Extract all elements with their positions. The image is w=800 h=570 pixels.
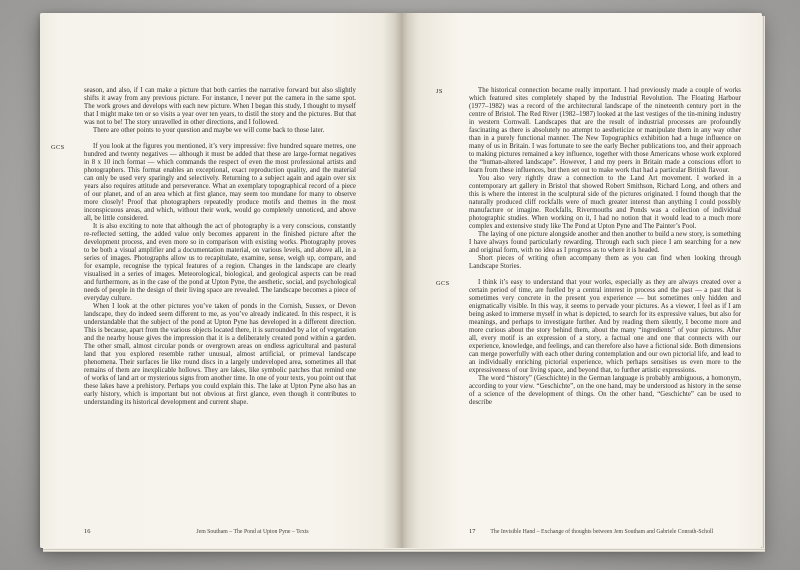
page-number: 16 [84, 528, 91, 535]
paragraph: You also very rightly draw a connection to the Land Art movement. I worked in a contemporary art gallery in Bristol that showed Robert Smithson, Richard Long, and others and this is where the interest in the sculptural side of the pictures originated. I found though that the naturally produced cliff rockfalls were of much greater interest than anything I could possibly manufacture or imagine. Rockfalls, Rivermouths and Ponds was a collection of individual photographic studies. When working on it, I had no notion that it would lead to a much more complex and extensive study like The Pond at Upton Pyne and The Painter’s Pool. [469, 175, 741, 230]
page-left-text [51, 87, 356, 407]
paragraph: It is also exciting to note that although the act of photography is a very conscious, constantly re-reflected setting, the added value only becomes apparent in the finished picture after the development process, and even more so in comparison with existing works. Photography proves to be both a visual amplifier and a documentation material, on various levels, and above all, in a series of images. Photographs allow us to recapitulate, examine, sense, weigh up, compare, and for example, recognise the typical features of a region. Changes in the landscape are clearly visualised in a series of images. Meteorological, biological, and geological aspects can be read and furthermore, as in the case of the pond at Upton Pyne, the aesthetic, social, and psychological needs of people in the design of their living space are revealed. The landscape becomes a piece of everyday culture. [84, 223, 356, 302]
paragraph: I think it’s easy to understand that your works, especially as they are always created over a certain period of time, are fuelled by a central interest in process and the past — a past that is sometimes very concrete in the present you experience — but sometimes only hidden and enigmatically visible. In this way, it seems to pervade your pictures. As a viewer, I feel as if I am being asked to immerse myself in what is depicted, to search for its expressive values, but also for meanings, and perhaps to investigate further. And by reading them silently, I become more and more curious about the story behind them, about the many “ingredients” of your pictures. After all, every motif is an expression of a story, a factual one and one that connects with our experience, knowledge, and feelings, and can therefore also have a fictional side. Both dimensions can merge powerfully with each other during contemplation and our own pictorial life, and lead to an individually enriching pictorial experience, which perhaps sensitises us even more to the expressiveness of our living space, and beyond that, to further artistic expressions. [469, 279, 741, 374]
paragraph: When I look at the other pictures you’ve taken of ponds in the Cornish, Sussex, or Devon landscape, they do indeed seem different to me, as you’ve already indicated. In this respect, it is understandable that the subject of the pond at Upton Pyne has developed in a different direction. This is because, apart from the various objects located there, it is surrounded by a lot of vegetation and the nearby house gives the impression that it is a deliberately created pond within a garden. The other small, almost circular ponds or overgrown areas on endless agricultural and pastural land that you explored resemble rather unusual, almost artificial, or primeval landscape phenomena. Their surfaces lie like round discs in a largely undeveloped area, sometimes all that remains of them are inexplicable hollows. They are lakes, like symbolic patches that remind one of works of land art or mysterious signs from another time. In one of your texts, you point out that these lakes have a prehistory. Perhaps you could explain this. The lake at Upton Pyne also has an early history, which is important but not obvious at first glance, even though it contributes to understanding its historical development and current shape. [84, 303, 356, 406]
dialogue-block [84, 87, 356, 135]
running-title: The Invisible Hand – Exchange of thoughts between Jem Southam and Gabriele Conrath-Scholl [490, 529, 714, 535]
paragraph: The historical connection became really important. I had previously made a couple of works which featured sites completely shaped by the Industrial Revolution. The Floating Harbour (1977–1982) was a record of the architectural landscape of the nineteenth century port in the centre of Bristol. The Red River (1982–1987) looked at the last vestiges of the tin-mining industry in western Cornwall. Landscapes that are the result of industrial processes are profoundly fascinating as there is absolutely no attempt to aestheticize or manipulate them in any way other than in a purely functional manner. The New Topographics exhibition had a huge influence on many of us in Britain. I was fortunate to see the early Becher publications too, and their approach to making pictures remained a key influence, together with those Americans whose work explored the “human-altered landscape”. However, I and my peers in Britain made a conscious effort to learn from these influences, but then set out to make work that had a particular British flavour. [469, 87, 741, 174]
page-left-footer [84, 528, 309, 535]
speaker-label: GCS [436, 279, 450, 287]
page-right [401, 13, 762, 548]
page-left [40, 13, 401, 548]
paragraph: The word “history” (Geschichte) in the German language is probably ambiguous, a homonym, according to your view. “Geschichte”, on the one hand, may be understood as history in the sense of a science of the development of things. On the other hand, “Geschichte” can be used to describe [469, 375, 741, 406]
paragraph: The laying of one picture alongside another and then another to build a new story, is something I have always found particularly rewarding. Through each such piece I am searching for a new and original form, with no idea as I progress as to where it is headed. [469, 231, 741, 254]
page-right-text [436, 87, 741, 407]
book-spread [40, 13, 762, 548]
running-title: Jem Southam – The Pond at Upton Pyne – Texts [196, 529, 309, 535]
page-right-footer [469, 528, 713, 535]
paragraph: If you look at the figures you mentioned, it’s very impressive: five hundred square metres, one hundred and twenty negatives — although it must be added that these are large-format negatives in 8 x 10 inch format — which commands the respect of even the most professional artists and photographers. This format enables an exceptional, exact reproduction quality, and the material can only be used very sparingly and selectively. Returning to a subject again and again over six years also requires attitude and perseverance. What an exemplary topographical record of a piece of our planet, and of an area which at first glance, may seem too mundane for many to observe more closely! Proof that photographers repeatedly produce motifs and themes in the most inconspicuous areas, and which, without their work, would go completely unnoticed, and above all, be little considered. [84, 143, 356, 222]
dialogue-block [436, 279, 741, 407]
dialogue-block [436, 87, 741, 271]
page-number: 17 [469, 528, 476, 535]
paragraph: Short pieces of writing often accompany them as you can find when looking through Landscape Stories. [469, 255, 741, 270]
dialogue-block [51, 143, 356, 407]
paragraph: There are other points to your question and maybe we will come back to those later. [93, 127, 325, 134]
speaker-label: GCS [51, 143, 65, 151]
paragraph: season, and also, if I can make a picture that both carries the narrative forward but also slightly shifts it away from any previous picture. For instance, I never put the camera in the same spot. The work grows and develops with each new picture. When I began this study, I thought to myself that I might make ten or so visits a year over ten years, to distil the story and the pictures. But that was not to be! The story unravelled in other directions, and I followed. [84, 87, 356, 126]
speaker-label: JS [436, 87, 443, 95]
